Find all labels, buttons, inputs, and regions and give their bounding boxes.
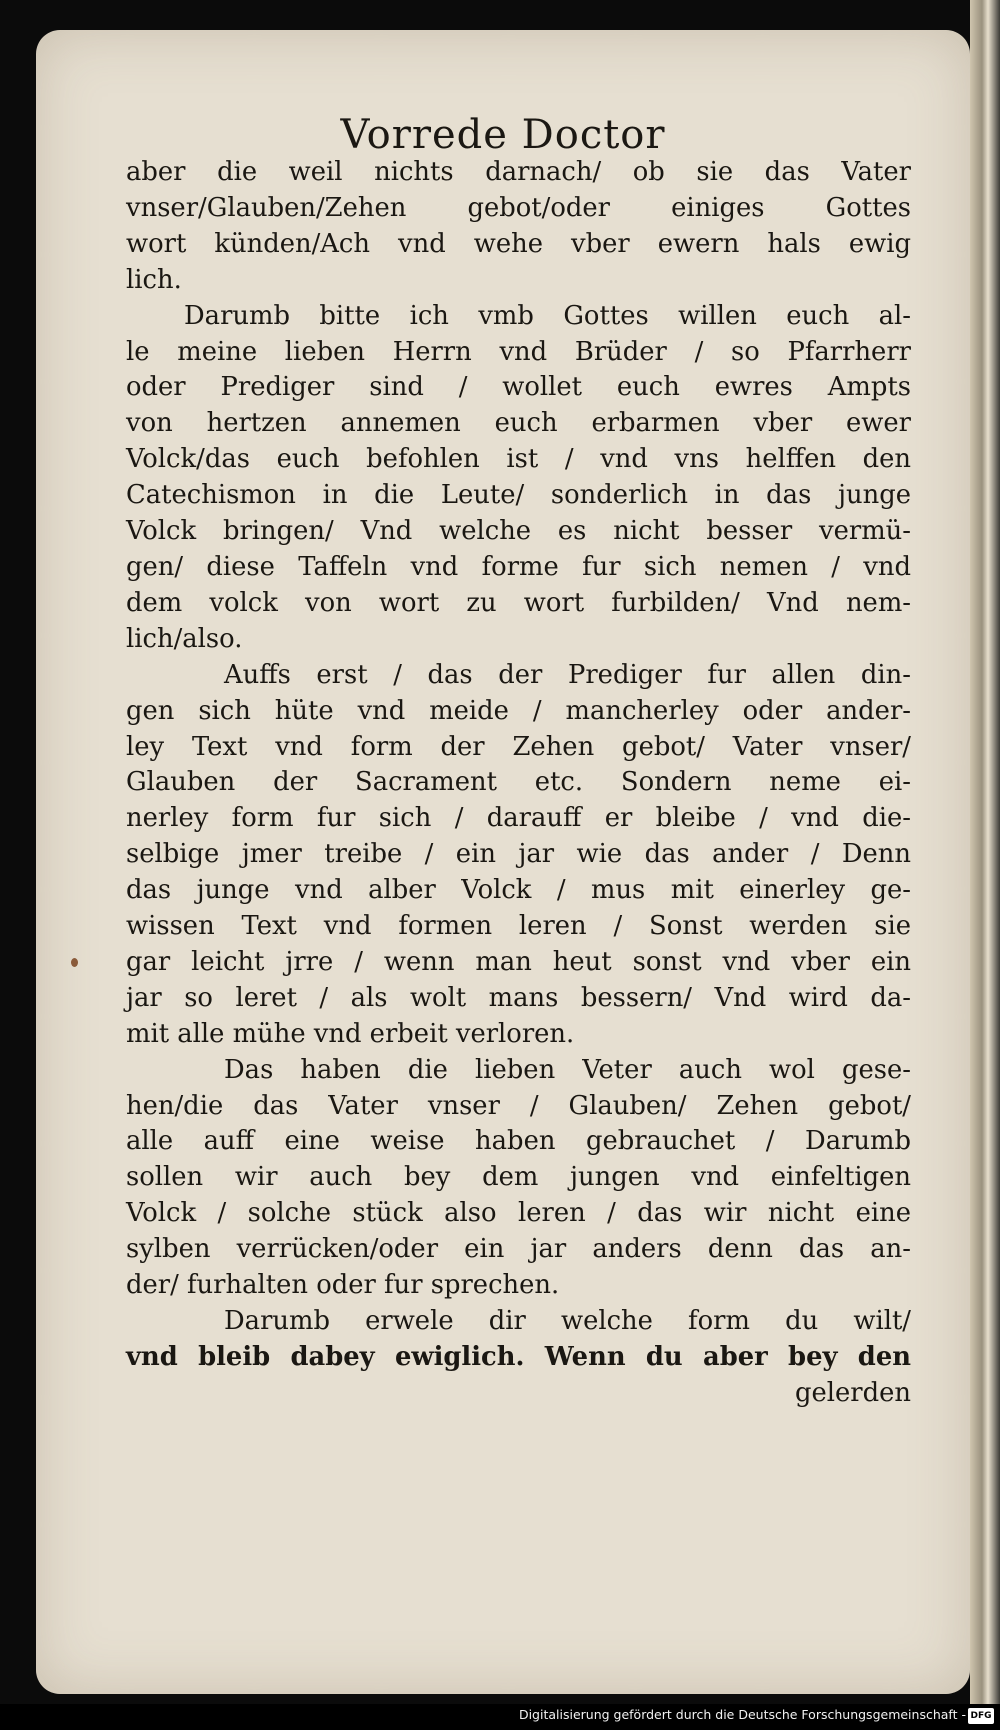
text-line: Catechismon in die Leute/ sonderlich in das junge (126, 480, 911, 511)
text-line: sollen wir auch bey dem jungen vnd einfeltigen (126, 1162, 911, 1193)
text-line: gar leicht jrre / wenn man heut sonst vnd vber ein (126, 946, 911, 977)
text-line: Auffs erst / das der Prediger fur allen din- (224, 659, 911, 690)
text-line: hen/die das Vater vnser / Glauben/ Zehen gebot/ (126, 1090, 911, 1121)
page-header: Vorrede Doctor (340, 112, 666, 158)
text-line: Volck/das euch befohlen ist / vnd vns helffen den (126, 444, 911, 475)
text-line: lich/also. (126, 623, 243, 654)
text-line: mit alle mühe vnd erbeit verloren. (126, 1018, 575, 1049)
text-line: jar so leret / als wolt mans bessern/ Vnd wird da- (126, 982, 911, 1013)
dfg-logo: DFG (968, 1708, 994, 1724)
text-line: selbige jmer treibe / ein jar wie das ander / Denn (126, 839, 911, 870)
text-line: lich. (126, 264, 182, 295)
page-body-text (126, 155, 911, 1412)
text-line: le meine lieben Herrn vnd Brüder / so Pfarrherr (126, 336, 911, 367)
text-line: wort künden/Ach vnd wehe vber ewern hals ewig (126, 228, 911, 259)
text-line: vnser/Glauben/Zehen gebot/oder einiges Gottes (126, 192, 911, 223)
text-line: gen sich hüte vnd meide / mancherley oder ander- (126, 695, 911, 726)
text-line: vnd bleib dabey ewiglich. Wenn du aber bey den (126, 1341, 911, 1372)
book-edge (970, 0, 1000, 1730)
text-line: gen/ diese Taffeln vnd forme fur sich nemen / vnd (126, 551, 911, 582)
footer-credit: Digitalisierung gefördert durch die Deutsche Forschungsgemeinschaft - (518, 1707, 966, 1722)
text-line: gelerden (794, 1377, 911, 1408)
text-line: aber die weil nichts darnach/ ob sie das Vater (126, 157, 911, 187)
text-line: das junge vnd alber Volck / mus mit einerley ge- (126, 875, 911, 906)
text-line: Volck / solche stück also leren / das wir nicht eine (126, 1198, 911, 1229)
text-line: alle auff eine weise haben gebrauchet / Darumb (126, 1126, 911, 1157)
text-line: von hertzen annemen euch erbarmen vber ewer (126, 408, 911, 439)
text-line: wissen Text vnd formen leren / Sonst werden sie (126, 911, 911, 942)
text-line: sylben verrücken/oder ein jar anders denn das an- (126, 1234, 911, 1265)
text-line: Das haben die lieben Veter auch wol gese- (224, 1054, 911, 1085)
text-line: der/ furhalten oder fur sprechen. (126, 1270, 560, 1301)
text-line: Darumb erwele dir welche form du wilt/ (224, 1306, 911, 1336)
text-line: Glauben der Sacrament etc. Sondern neme ei- (126, 767, 911, 798)
ink-spot (71, 958, 78, 967)
text-line: oder Prediger sind / wollet euch ewres Ampts (126, 372, 911, 403)
text-line: nerley form fur sich / darauff er bleibe / vnd die- (126, 803, 911, 834)
text-line: Volck bringen/ Vnd welche es nicht besser vermü- (126, 516, 911, 547)
text-line: Darumb bitte ich vmb Gottes willen euch al- (184, 300, 911, 331)
text-line: ley Text vnd form der Zehen gebot/ Vater vnser/ (126, 731, 911, 762)
text-line: dem volck von wort zu wort furbilden/ Vnd nem- (126, 587, 911, 618)
